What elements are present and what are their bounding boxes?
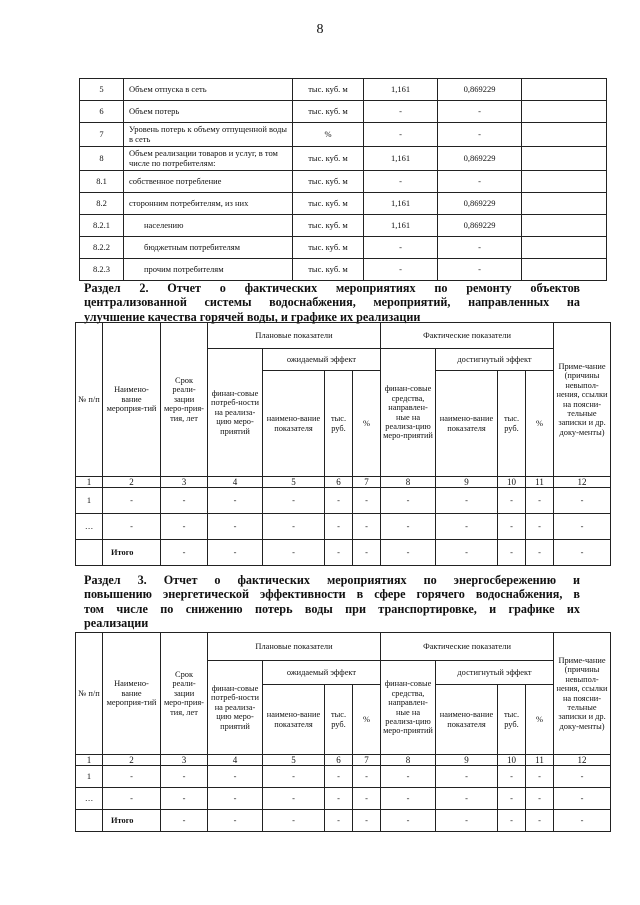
header-expected-effect: ожидаемый эффект	[263, 349, 381, 371]
header-num: № п/п	[76, 323, 103, 477]
cell-value: -	[103, 514, 161, 540]
header-planned: Плановые показатели	[208, 633, 381, 661]
row-number: 1	[76, 488, 103, 514]
row-value-3	[522, 147, 607, 171]
header-achieved-effect: достигнутый эффект	[436, 661, 554, 685]
row-number: 6	[80, 101, 124, 123]
row-number: 8.1	[80, 171, 124, 193]
row-number: 5	[80, 79, 124, 101]
cell-value: -	[436, 488, 498, 514]
cell-value: -	[208, 810, 263, 832]
table-row	[80, 101, 607, 123]
cell-value: -	[554, 766, 611, 788]
header-actual: Фактические показатели	[381, 633, 554, 661]
cell-value: -	[161, 810, 208, 832]
column-numbers-row	[76, 755, 611, 766]
row-value-2: 0,869229	[438, 215, 522, 237]
column-number: 7	[353, 755, 381, 766]
column-number: 4	[208, 477, 263, 488]
total-label: Итого	[103, 540, 161, 566]
row-name: Уровень потерь к объему отпущенной воды в сеть	[124, 123, 293, 147]
cell-value: -	[498, 766, 526, 788]
header-fact-fin: финан-совые средства, направлен-ные на реализа-цию меро-приятий	[381, 661, 436, 755]
header-percent: %	[353, 685, 381, 755]
cell-value: -	[325, 488, 353, 514]
cell-value: -	[161, 788, 208, 810]
cell-value: -	[208, 488, 263, 514]
row-value-3	[522, 101, 607, 123]
cell-value: -	[526, 766, 554, 788]
column-number: 9	[436, 477, 498, 488]
table-row	[80, 171, 607, 193]
cell-value: -	[263, 810, 325, 832]
row-value-3	[522, 237, 607, 259]
column-number: 3	[161, 477, 208, 488]
table-row	[80, 237, 607, 259]
row-value-2: -	[438, 123, 522, 147]
row-name: Объем реализации товаров и услуг, в том числе по потребителям:	[124, 147, 293, 171]
cell-value: -	[353, 788, 381, 810]
header-fact-fin: финан-совые средства, направлен-ные на реализа-цию меро-приятий	[381, 349, 436, 477]
header-note: Приме-чание (причины невыпол-нения, ссылки на поясни-тельные записки и др. доку-менты)	[554, 633, 611, 755]
page-number: 8	[316, 22, 324, 37]
row-number: …	[76, 788, 103, 810]
cell-value: -	[381, 810, 436, 832]
cell-value: -	[353, 488, 381, 514]
row-unit: тыс. куб. м	[293, 79, 364, 101]
row-value-1: -	[364, 101, 438, 123]
cell-value: -	[498, 810, 526, 832]
row-number: …	[76, 514, 103, 540]
row-value-3	[522, 193, 607, 215]
header-achieved-effect: достигнутый эффект	[436, 349, 554, 371]
header-plan-fin: финан-совые потреб-ности на реализа-цию меро-приятий	[208, 661, 263, 755]
cell-value: -	[498, 488, 526, 514]
row-value-1: -	[364, 259, 438, 281]
cell-value: -	[161, 514, 208, 540]
cell-value: -	[436, 514, 498, 540]
column-number: 6	[325, 477, 353, 488]
header-thousand-rub: тыс. руб.	[325, 371, 353, 477]
row-value-1: 1,161	[364, 215, 438, 237]
cell-value: -	[554, 488, 611, 514]
row-name: бюджетным потребителям	[124, 237, 293, 259]
column-number: 8	[381, 477, 436, 488]
row-name: Объем потерь	[124, 101, 293, 123]
cell-value: -	[263, 540, 325, 566]
cell-value: -	[498, 788, 526, 810]
row-number: 8.2.2	[80, 237, 124, 259]
cell-value: -	[526, 788, 554, 810]
column-number: 8	[381, 755, 436, 766]
header-ind-name: наимено-вание показателя	[436, 371, 498, 477]
header-note: Приме-чание (причины невыпол-нения, ссылки на поясни-тельные записки и др. доку-менты)	[554, 323, 611, 477]
header-planned: Плановые показатели	[208, 323, 381, 349]
row-unit: тыс. куб. м	[293, 237, 364, 259]
column-number: 1	[76, 755, 103, 766]
row-value-2: 0,869229	[438, 79, 522, 101]
cell-value: -	[161, 488, 208, 514]
section-2-table	[75, 322, 611, 566]
row-name: собственное потребление	[124, 171, 293, 193]
header-num: № п/п	[76, 633, 103, 755]
header-thousand-rub: тыс. руб.	[498, 371, 526, 477]
row-value-3	[522, 123, 607, 147]
row-value-2: 0,869229	[438, 147, 522, 171]
row-value-1: -	[364, 171, 438, 193]
cell-value: -	[381, 540, 436, 566]
row-value-1: 1,161	[364, 147, 438, 171]
cell-value: -	[325, 788, 353, 810]
row-unit: тыс. куб. м	[293, 171, 364, 193]
row-value-3	[522, 215, 607, 237]
cell-value: -	[208, 766, 263, 788]
row-name: прочим потребителям	[124, 259, 293, 281]
section-2-heading: Раздел 2. Отчет о фактических мероприятиях по ремонту объектов централизованной системы водоснабжения, мероприятий, направленных на улучшение качества горячей воды, и графике их реализации	[84, 281, 580, 324]
column-number: 4	[208, 755, 263, 766]
header-thousand-rub: тыс. руб.	[498, 685, 526, 755]
row-number: 8.2.3	[80, 259, 124, 281]
column-number: 7	[353, 477, 381, 488]
header-actual: Фактические показатели	[381, 323, 554, 349]
table-row	[76, 514, 611, 540]
cell-value: -	[381, 514, 436, 540]
table-row	[80, 147, 607, 171]
column-numbers-row	[76, 477, 611, 488]
row-value-2: -	[438, 101, 522, 123]
header-percent: %	[353, 371, 381, 477]
row-unit: тыс. куб. м	[293, 259, 364, 281]
cell-value: -	[381, 766, 436, 788]
cell-value: -	[325, 540, 353, 566]
column-number: 12	[554, 477, 611, 488]
row-name: населению	[124, 215, 293, 237]
cell-value: -	[208, 540, 263, 566]
table-row	[76, 540, 611, 566]
cell-value: -	[381, 488, 436, 514]
cell-value: -	[263, 766, 325, 788]
column-number: 12	[554, 755, 611, 766]
row-value-3	[522, 259, 607, 281]
cell-value: -	[263, 488, 325, 514]
cell-value: -	[353, 810, 381, 832]
section-3-heading: Раздел 3. Отчет о фактических мероприятиях по энергосбережению и повышению энергетической эффективности в сфере горячего водоснабжения, в том числе по снижению потерь воды при транспортировке, и графике их реализации	[84, 573, 580, 631]
table-row	[80, 259, 607, 281]
row-number: 1	[76, 766, 103, 788]
cell-value: -	[436, 788, 498, 810]
row-unit: тыс. куб. м	[293, 215, 364, 237]
column-number: 1	[76, 477, 103, 488]
cell-value: -	[498, 514, 526, 540]
table-row	[76, 766, 611, 788]
row-unit: %	[293, 123, 364, 147]
row-unit: тыс. куб. м	[293, 147, 364, 171]
row-value-2: -	[438, 259, 522, 281]
header-ind-name: наимено-вание показателя	[263, 685, 325, 755]
header-name: Наимено-вание мероприя-тий	[103, 633, 161, 755]
column-number: 2	[103, 755, 161, 766]
cell-value: -	[436, 540, 498, 566]
table-row	[76, 488, 611, 514]
cell-value: -	[498, 540, 526, 566]
column-number: 3	[161, 755, 208, 766]
row-number	[76, 810, 103, 832]
row-value-1: -	[364, 237, 438, 259]
column-number: 5	[263, 477, 325, 488]
cell-value: -	[161, 540, 208, 566]
row-value-2: -	[438, 237, 522, 259]
table-row	[80, 79, 607, 101]
row-value-3	[522, 79, 607, 101]
cell-value: -	[554, 810, 611, 832]
column-number: 11	[526, 755, 554, 766]
column-number: 2	[103, 477, 161, 488]
cell-value: -	[325, 810, 353, 832]
column-number: 11	[526, 477, 554, 488]
cell-value: -	[554, 540, 611, 566]
section-3-table	[75, 632, 611, 832]
cell-value: -	[325, 766, 353, 788]
header-term: Срок реали-зации меро-прия-тия, лет	[161, 633, 208, 755]
row-unit: тыс. куб. м	[293, 101, 364, 123]
column-number: 9	[436, 755, 498, 766]
cell-value: -	[526, 540, 554, 566]
cell-value: -	[263, 788, 325, 810]
cell-value: -	[526, 514, 554, 540]
row-name: Объем отпуска в сеть	[124, 79, 293, 101]
cell-value: -	[325, 514, 353, 540]
table-row	[76, 788, 611, 810]
row-value-1: 1,161	[364, 79, 438, 101]
header-ind-name: наимено-вание показателя	[436, 685, 498, 755]
cell-value: -	[103, 788, 161, 810]
cell-value: -	[526, 488, 554, 514]
row-number: 8.2.1	[80, 215, 124, 237]
header-percent: %	[526, 685, 554, 755]
header-thousand-rub: тыс. руб.	[325, 685, 353, 755]
total-label: Итого	[103, 810, 161, 832]
table-row	[76, 810, 611, 832]
row-number: 8.2	[80, 193, 124, 215]
row-number: 8	[80, 147, 124, 171]
column-number: 6	[325, 755, 353, 766]
cell-value: -	[353, 766, 381, 788]
cell-value: -	[263, 514, 325, 540]
cell-value: -	[526, 810, 554, 832]
cell-value: -	[381, 788, 436, 810]
row-number	[76, 540, 103, 566]
row-value-2: -	[438, 171, 522, 193]
header-term: Срок реали-зации меро-прия-тия, лет	[161, 323, 208, 477]
table-row	[80, 215, 607, 237]
cell-value: -	[436, 766, 498, 788]
cell-value: -	[161, 766, 208, 788]
row-unit: тыс. куб. м	[293, 193, 364, 215]
cell-value: -	[103, 766, 161, 788]
row-number: 7	[80, 123, 124, 147]
cell-value: -	[436, 810, 498, 832]
column-number: 10	[498, 477, 526, 488]
cell-value: -	[554, 788, 611, 810]
row-value-2: 0,869229	[438, 193, 522, 215]
cell-value: -	[208, 788, 263, 810]
cell-value: -	[103, 488, 161, 514]
header-name: Наимено-вание мероприя-тий	[103, 323, 161, 477]
table-row	[80, 123, 607, 147]
header-percent: %	[526, 371, 554, 477]
header-ind-name: наимено-вание показателя	[263, 371, 325, 477]
cell-value: -	[353, 540, 381, 566]
cell-value: -	[554, 514, 611, 540]
column-number: 5	[263, 755, 325, 766]
column-number: 10	[498, 755, 526, 766]
row-value-1: 1,161	[364, 193, 438, 215]
row-value-3	[522, 171, 607, 193]
row-value-1: -	[364, 123, 438, 147]
row-name: сторонним потребителям, из них	[124, 193, 293, 215]
header-plan-fin: финан-совые потреб-ности на реализа-цию меро-приятий	[208, 349, 263, 477]
header-expected-effect: ожидаемый эффект	[263, 661, 381, 685]
cell-value: -	[353, 514, 381, 540]
table-row	[80, 193, 607, 215]
consumption-table	[79, 78, 607, 281]
cell-value: -	[208, 514, 263, 540]
